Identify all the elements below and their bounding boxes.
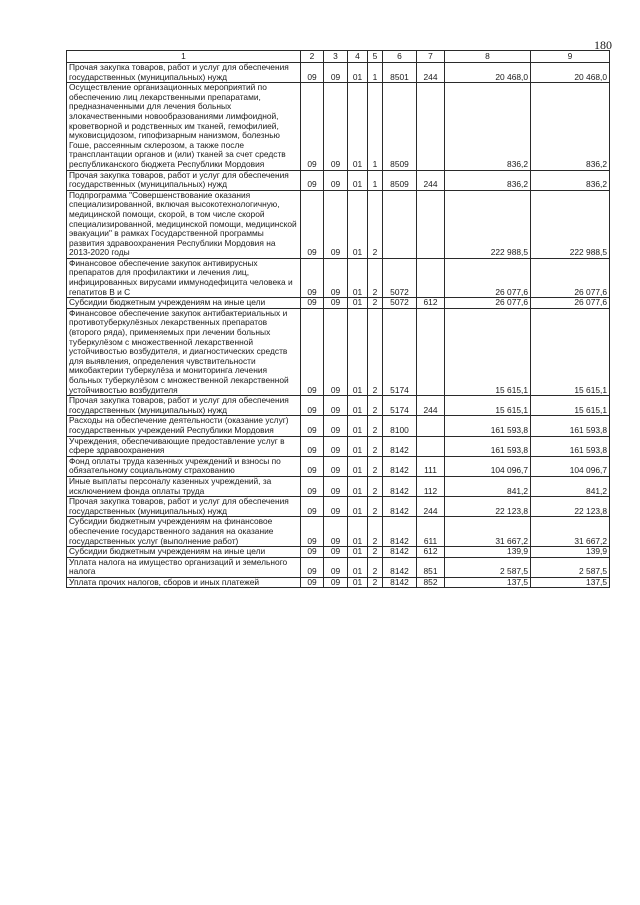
code-cell: 01 [348, 308, 368, 395]
table-row [67, 298, 610, 309]
code-cell: 01 [348, 170, 368, 190]
code-cell: 244 [417, 63, 445, 83]
page-number: 180 [594, 38, 612, 52]
amount-cell: 2 587,5 [445, 557, 531, 577]
code-cell: 09 [301, 497, 324, 517]
amount-cell: 836,2 [531, 170, 610, 190]
column-header: 7 [417, 51, 445, 63]
code-cell: 8142 [383, 547, 417, 558]
row-name-cell: Субсидии бюджетным учреждениям на иные цели [67, 547, 301, 558]
column-header: 6 [383, 51, 417, 63]
code-cell: 112 [417, 476, 445, 496]
code-cell: 09 [324, 557, 348, 577]
code-cell: 01 [348, 190, 368, 258]
row-name-cell: Прочая закупка товаров, работ и услуг для обеспечения государственных (муниципальных) нужд [67, 170, 301, 190]
row-name-cell: Осуществление организационных мероприятий по обеспечению лиц лекарственными препаратами, предназначенными для лечения больных злокачественными новообразованиями лимфоидной, кроветворной и родственных им тканей, гемофилией, муковисцидозом, гипофизарным нанизмом, болезнью Гоше, рассеянным склерозом, а также после трансплантации органов и (или) тканей за счет средств республиканского бюджета Республики Мордовия [67, 83, 301, 170]
code-cell: 09 [301, 298, 324, 309]
row-name-cell: Субсидии бюджетным учреждениям на иные цели [67, 298, 301, 309]
code-cell: 09 [301, 547, 324, 558]
code-cell: 612 [417, 298, 445, 309]
amount-cell: 841,2 [445, 476, 531, 496]
amount-cell: 26 077,6 [531, 298, 610, 309]
code-cell: 01 [348, 517, 368, 547]
amount-cell: 161 593,8 [531, 436, 610, 456]
code-cell: 2 [368, 416, 383, 436]
table-row [67, 547, 610, 558]
amount-cell: 836,2 [531, 83, 610, 170]
amount-cell: 22 123,8 [445, 497, 531, 517]
code-cell: 01 [348, 63, 368, 83]
amount-cell: 2 587,5 [531, 557, 610, 577]
code-cell: 2 [368, 436, 383, 456]
code-cell [417, 308, 445, 395]
table-row [67, 557, 610, 577]
code-cell: 09 [301, 517, 324, 547]
amount-cell: 222 988,5 [445, 190, 531, 258]
code-cell: 851 [417, 557, 445, 577]
amount-cell: 137,5 [445, 577, 531, 588]
code-cell: 8509 [383, 83, 417, 170]
code-cell: 244 [417, 170, 445, 190]
code-cell: 8142 [383, 497, 417, 517]
column-header: 2 [301, 51, 324, 63]
code-cell: 2 [368, 190, 383, 258]
code-cell: 2 [368, 577, 383, 588]
code-cell: 111 [417, 456, 445, 476]
row-name-cell: Прочая закупка товаров, работ и услуг для обеспечения государственных (муниципальных) нужд [67, 497, 301, 517]
code-cell: 2 [368, 517, 383, 547]
amount-cell: 20 468,0 [445, 63, 531, 83]
code-cell: 244 [417, 497, 445, 517]
code-cell: 09 [301, 170, 324, 190]
code-cell: 09 [324, 577, 348, 588]
code-cell: 611 [417, 517, 445, 547]
code-cell: 852 [417, 577, 445, 588]
table-row [67, 190, 610, 258]
table-header-row [67, 51, 610, 63]
column-header: 9 [531, 51, 610, 63]
code-cell: 01 [348, 547, 368, 558]
code-cell: 09 [301, 557, 324, 577]
amount-cell: 836,2 [445, 170, 531, 190]
code-cell [417, 190, 445, 258]
row-name-cell: Уплата налога на имущество организаций и земельного налога [67, 557, 301, 577]
code-cell: 612 [417, 547, 445, 558]
amount-cell: 222 988,5 [531, 190, 610, 258]
code-cell: 01 [348, 436, 368, 456]
code-cell: 8142 [383, 577, 417, 588]
code-cell: 01 [348, 83, 368, 170]
amount-cell: 15 615,1 [445, 308, 531, 395]
code-cell: 5174 [383, 308, 417, 395]
code-cell: 1 [368, 170, 383, 190]
budget-table [66, 50, 610, 588]
code-cell: 09 [301, 456, 324, 476]
code-cell: 09 [301, 396, 324, 416]
amount-cell: 161 593,8 [531, 416, 610, 436]
amount-cell: 161 593,8 [445, 436, 531, 456]
code-cell: 2 [368, 547, 383, 558]
code-cell: 2 [368, 258, 383, 297]
code-cell: 09 [324, 436, 348, 456]
table-row [67, 436, 610, 456]
column-header: 1 [67, 51, 301, 63]
code-cell: 8501 [383, 63, 417, 83]
amount-cell: 31 667,2 [531, 517, 610, 547]
amount-cell: 15 615,1 [531, 396, 610, 416]
code-cell: 09 [301, 416, 324, 436]
table-row [67, 476, 610, 496]
code-cell: 01 [348, 456, 368, 476]
code-cell: 01 [348, 258, 368, 297]
code-cell: 09 [301, 83, 324, 170]
code-cell: 09 [301, 476, 324, 496]
column-header: 5 [368, 51, 383, 63]
row-name-cell: Подпрограмма "Совершенствование оказания специализированной, включая высокотехнологичную, медицинской помощи, скорой, в том числе скорой специализированной, медицинской помощи, медицинской эвакуации" в рамках Государственной программы развития здравоохранения Республики Мордовия на 2013-2020 годы [67, 190, 301, 258]
amount-cell: 26 077,6 [445, 258, 531, 297]
column-header: 4 [348, 51, 368, 63]
code-cell [417, 436, 445, 456]
amount-cell: 104 096,7 [531, 456, 610, 476]
row-name-cell: Расходы на обеспечение деятельности (оказание услуг) государственных учреждений Республики Мордовия [67, 416, 301, 436]
amount-cell: 104 096,7 [445, 456, 531, 476]
code-cell: 2 [368, 456, 383, 476]
table-row [67, 497, 610, 517]
code-cell: 09 [301, 577, 324, 588]
code-cell: 09 [324, 170, 348, 190]
row-name-cell: Уплата прочих налогов, сборов и иных платежей [67, 577, 301, 588]
code-cell: 01 [348, 557, 368, 577]
code-cell: 8509 [383, 170, 417, 190]
table-row [67, 83, 610, 170]
code-cell: 01 [348, 497, 368, 517]
row-name-cell: Финансовое обеспечение закупок антивирусных препаратов для профилактики и лечения лиц, инфицированных вирусами иммунодефицита человека и гепатитов В и С [67, 258, 301, 297]
code-cell: 09 [324, 190, 348, 258]
code-cell: 8142 [383, 557, 417, 577]
table-row [67, 577, 610, 588]
code-cell: 5174 [383, 396, 417, 416]
table-row [67, 416, 610, 436]
code-cell: 01 [348, 476, 368, 496]
code-cell: 09 [301, 308, 324, 395]
code-cell: 8142 [383, 436, 417, 456]
code-cell: 09 [324, 416, 348, 436]
table-row [67, 170, 610, 190]
code-cell: 09 [324, 456, 348, 476]
row-name-cell: Иные выплаты персоналу казенных учреждений, за исключением фонда оплаты труда [67, 476, 301, 496]
code-cell [417, 416, 445, 436]
code-cell: 09 [324, 298, 348, 309]
code-cell: 01 [348, 396, 368, 416]
amount-cell: 139,9 [531, 547, 610, 558]
code-cell: 8142 [383, 517, 417, 547]
code-cell: 09 [324, 497, 348, 517]
row-name-cell: Субсидии бюджетным учреждениям на финансовое обеспечение государственного задания на оказание государственных услуг (выполнение работ) [67, 517, 301, 547]
amount-cell: 836,2 [445, 83, 531, 170]
code-cell: 8100 [383, 416, 417, 436]
table-row [67, 308, 610, 395]
amount-cell: 26 077,6 [531, 258, 610, 297]
amount-cell: 15 615,1 [531, 308, 610, 395]
code-cell [417, 83, 445, 170]
amount-cell: 20 468,0 [531, 63, 610, 83]
code-cell: 1 [368, 83, 383, 170]
amount-cell: 841,2 [531, 476, 610, 496]
code-cell: 2 [368, 396, 383, 416]
table-row [67, 63, 610, 83]
row-name-cell: Учреждения, обеспечивающие предоставление услуг в сфере здравоохранения [67, 436, 301, 456]
code-cell: 01 [348, 577, 368, 588]
code-cell: 01 [348, 298, 368, 309]
code-cell: 09 [324, 258, 348, 297]
code-cell: 01 [348, 416, 368, 436]
code-cell: 244 [417, 396, 445, 416]
code-cell: 09 [301, 436, 324, 456]
amount-cell: 161 593,8 [445, 416, 531, 436]
amount-cell: 139,9 [445, 547, 531, 558]
code-cell: 1 [368, 63, 383, 83]
code-cell: 8142 [383, 456, 417, 476]
table-row [67, 517, 610, 547]
code-cell [383, 190, 417, 258]
row-name-cell: Фонд оплаты труда казенных учреждений и взносы по обязательному социальному страхованию [67, 456, 301, 476]
column-header: 8 [445, 51, 531, 63]
table-row [67, 258, 610, 297]
code-cell: 8142 [383, 476, 417, 496]
code-cell: 2 [368, 476, 383, 496]
code-cell: 2 [368, 497, 383, 517]
code-cell [417, 258, 445, 297]
table-row [67, 456, 610, 476]
code-cell: 09 [324, 476, 348, 496]
code-cell: 09 [324, 517, 348, 547]
code-cell: 09 [301, 190, 324, 258]
code-cell: 09 [324, 547, 348, 558]
row-name-cell: Финансовое обеспечение закупок антибактериальных и противотуберкулёзных лекарственных препаратов (второго ряда), применяемых при лечении больных туберкулёзом с множественной лекарственной устойчивостью возбудителя, и диагностических средств для выявления, определения чувствительности микобактерии туберкулёза и мониторинга лечения больных туберкулёзом с множественной лекарственной устойчивостью возбудителя [67, 308, 301, 395]
amount-cell: 31 667,2 [445, 517, 531, 547]
code-cell: 09 [324, 83, 348, 170]
code-cell: 09 [301, 258, 324, 297]
amount-cell: 15 615,1 [445, 396, 531, 416]
code-cell: 2 [368, 557, 383, 577]
code-cell: 2 [368, 308, 383, 395]
code-cell: 5072 [383, 258, 417, 297]
code-cell: 09 [301, 63, 324, 83]
column-header: 3 [324, 51, 348, 63]
amount-cell: 22 123,8 [531, 497, 610, 517]
amount-cell: 137,5 [531, 577, 610, 588]
code-cell: 09 [324, 63, 348, 83]
amount-cell: 26 077,6 [445, 298, 531, 309]
code-cell: 09 [324, 396, 348, 416]
row-name-cell: Прочая закупка товаров, работ и услуг для обеспечения государственных (муниципальных) нужд [67, 396, 301, 416]
table-row [67, 396, 610, 416]
code-cell: 09 [324, 308, 348, 395]
code-cell: 5072 [383, 298, 417, 309]
code-cell: 2 [368, 298, 383, 309]
row-name-cell: Прочая закупка товаров, работ и услуг для обеспечения государственных (муниципальных) нужд [67, 63, 301, 83]
